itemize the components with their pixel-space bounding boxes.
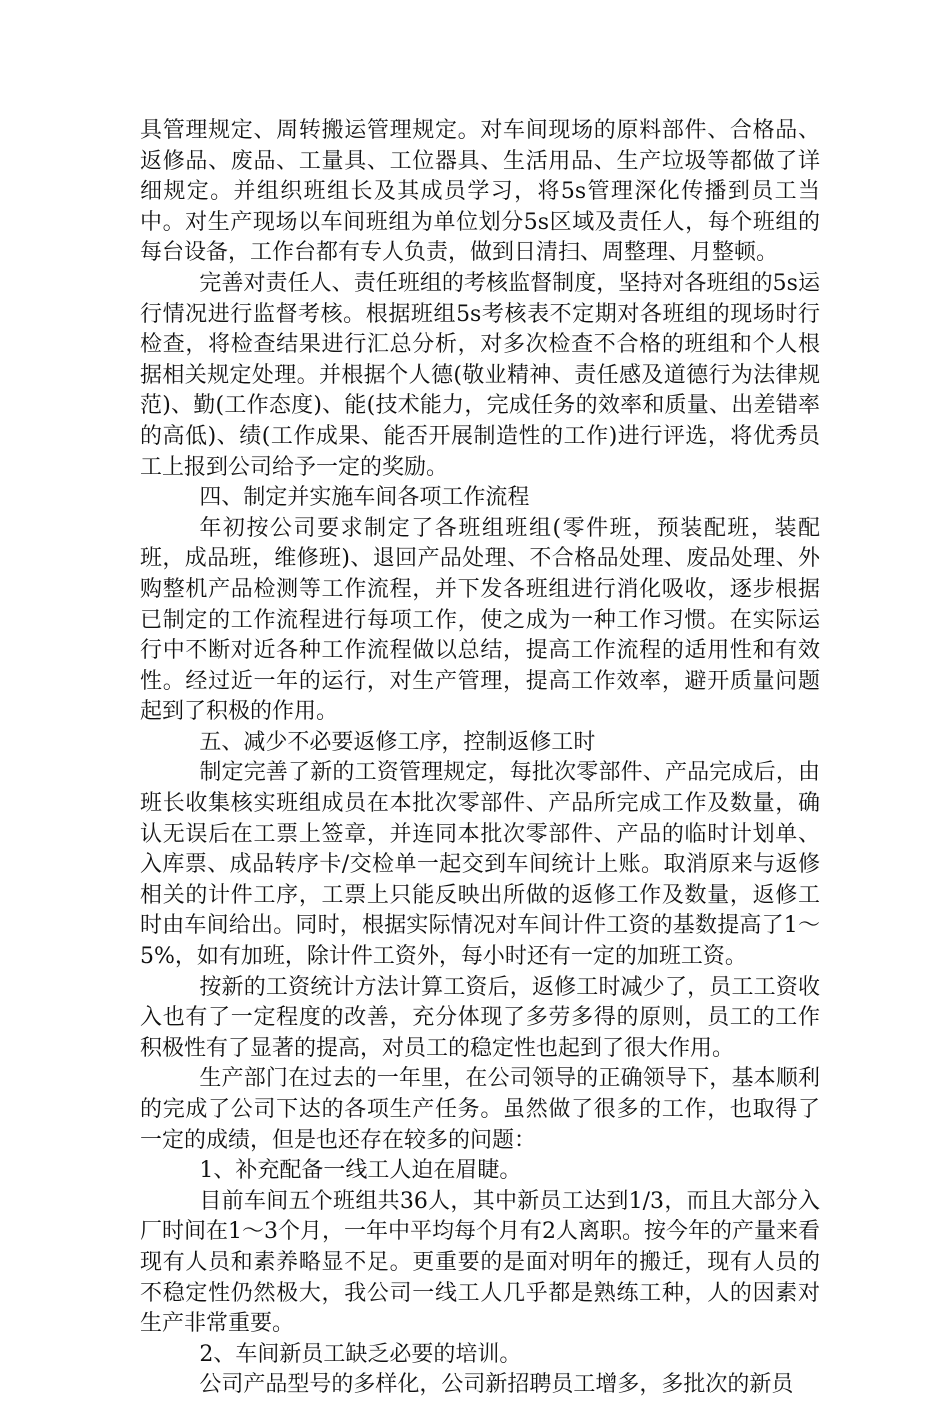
problem-heading-2: 2、车间新员工缺乏必要的培训。 — [199, 1341, 522, 1367]
paragraph-wage-results: 按新的工资统计方法计算工资后，返修工时减少了，员工工资收入也有了一定程度的改善，充分体现了多劳多得的原则，员工的工作积极性有了显著的提高，对员工的稳定性也起到了很大作用。 — [140, 974, 820, 1061]
paragraph-5s-rules-continued: 具管理规定、周转搬运管理规定。对车间现场的原料部件、合格品、返修品、废品、工量具、工位器具、生活用品、生产垃圾等都做了详细规定。并组织班组长及其成员学习，将5s管理深化传播到员工当中。对生产现场以车间班组为单位划分5s区域及责任人，每个班组的每台设备，工作台都有专人负责，做到日清扫、周整理、月整顿。 — [140, 118, 820, 266]
paragraph-assessment-system: 完善对责任人、责任班组的考核监督制度，坚持对各班组的5s运行情况进行监督考核。根据班组5s考核表不定期对各班组的现场时行检查，将检查结果进行汇总分析，对多次检查不合格的班组和个人根据相关规定处理。并根据个人德(敬业精神、责任感及道德行为法律规范)、勤(工作态度)、能(技术能力，完成任务的效率和质量、出差错率的高低)、绩(工作成果、能否开展制造性的工作)进行评选，将优秀员工上报到公司给予一定的奖励。 — [140, 270, 820, 480]
paragraph-summary-problems: 生产部门在过去的一年里，在公司领导的正确领导下，基本顺利的完成了公司下达的各项生产任务。虽然做了很多的工作，也取得了一定的成绩，但是也还存在较多的问题： — [140, 1066, 820, 1153]
paragraph-workflow: 年初按公司要求制定了各班组班组(零件班，预装配班，装配班，成品班，维修班)、退回产品处理、不合格品处理、废品处理、外购整机产品检测等工作流程，并下发各班组进行消化吸收，逐步根据已制定的工作流程进行每项工作，使之成为一种工作习惯。在实际运行中不断对近各种工作流程做以总结，提高工作流程的适用性和有效性。经过近一年的运行，对生产管理，提高工作效率，避开质量问题起到了积极的作用。 — [140, 515, 820, 725]
paragraph-staffing: 目前车间五个班组共36人，其中新员工达到1/3，而且大部分入厂时间在1～3个月，一年中平均每个月有2人离职。按今年的产量来看现有人员和素养略显不足。更重要的是面对明年的搬迁，现有人员的不稳定性仍然极大，我公司一线工人几乎都是熟练工种，人的因素对生产非常重要。 — [140, 1188, 820, 1337]
paragraph-training: 公司产品型号的多样化，公司新招聘员工增多，多批次的新员 — [199, 1372, 794, 1398]
document-body — [140, 116, 820, 1401]
section-heading-rework: 五、减少不必要返修工序，控制返修工时 — [199, 729, 596, 755]
section-heading-workflow: 四、制定并实施车间各项工作流程 — [199, 485, 530, 511]
paragraph-wage-rules: 制定完善了新的工资管理规定，每批次零部件、产品完成后，由班长收集核实班组成员在本批次零部件、产品所完成工作及数量，确认无误后在工票上签章，并连同本批次零部件、产品的临时计划单、入库票、成品转序卡/交检单一起交到车间统计上账。取消原来与返修相关的计件工序，工票上只能反映出所做的返修工作及数量，返修工时由车间给出。同时，根据实际情况对车间计件工资的基数提高了1～5%，如有加班，除计件工资外，每小时还有一定的加班工资。 — [140, 760, 820, 970]
problem-heading-1: 1、补充配备一线工人迫在眉睫。 — [199, 1158, 522, 1184]
